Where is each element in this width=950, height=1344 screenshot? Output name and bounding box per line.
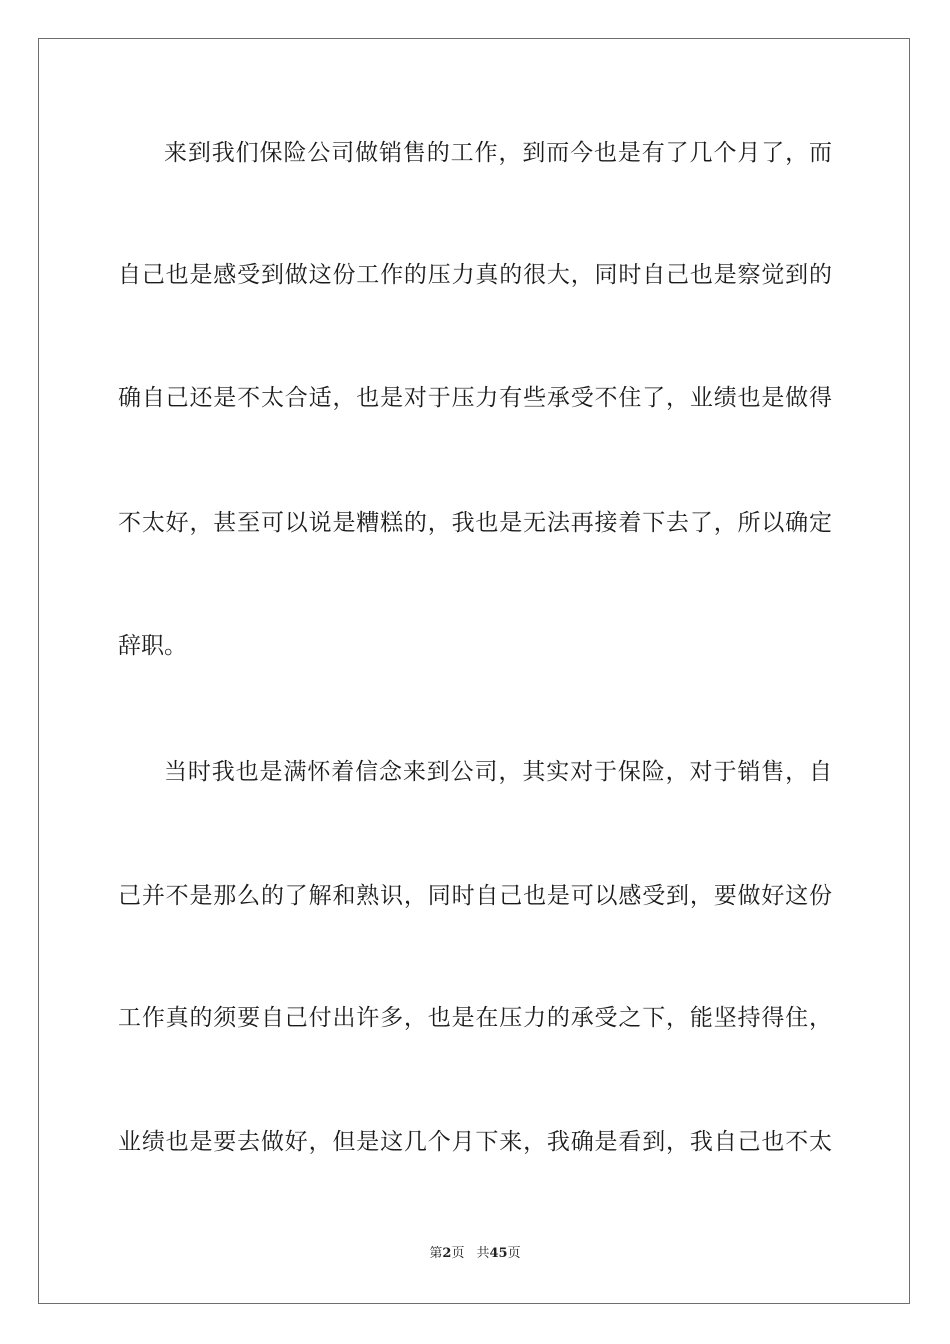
- paragraph-2-line-1: 当时我也是满怀着信念来到公司，其实对于保险，对于销售，自: [164, 759, 832, 785]
- footer-total-pages: 45: [489, 1246, 508, 1261]
- paragraph-1-line-5: 辞职。: [118, 633, 187, 659]
- paragraph-2-line-2: 己并不是那么的了解和熟识，同时自己也是可以感受到，要做好这份: [118, 883, 832, 909]
- paragraph-1-line-1: 来到我们保险公司做销售的工作，到而今也是有了几个月了，而: [164, 140, 832, 166]
- paragraph-2-line-4: 业绩也是要去做好，但是这几个月下来，我确是看到，我自己也不太: [118, 1129, 832, 1155]
- page-footer: [0, 1244, 950, 1264]
- footer-page-prefix: 第: [429, 1246, 443, 1261]
- paragraph-1-line-4: 不太好，甚至可以说是糟糕的，我也是无法再接着下去了，所以确定: [118, 510, 832, 536]
- paragraph-1-line-2: 自己也是感受到做这份工作的压力真的很大，同时自己也是察觉到的: [118, 262, 832, 288]
- paragraph-2-line-3: 工作真的须要自己付出许多，也是在压力的承受之下，能坚持得住，: [118, 1005, 832, 1031]
- footer-page-number: 2: [442, 1246, 452, 1261]
- footer-page-unit: 页: [451, 1246, 465, 1261]
- paragraph-1-line-3: 确自己还是不太合适，也是对于压力有些承受不住了，业绩也是做得: [118, 385, 832, 411]
- footer-total-unit: 页: [507, 1246, 521, 1261]
- footer-total-prefix: 共: [476, 1246, 490, 1261]
- page-border: [38, 38, 910, 1304]
